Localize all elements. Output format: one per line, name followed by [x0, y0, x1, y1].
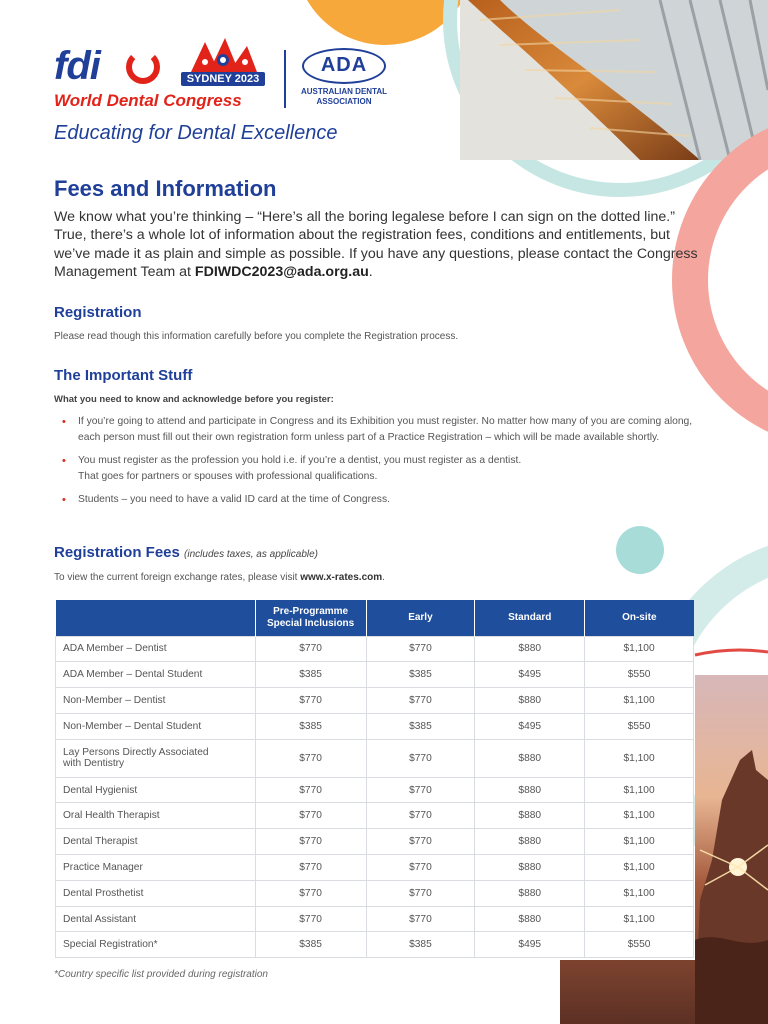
fees-heading-text: Registration Fees	[54, 544, 180, 561]
fee-cell: $880	[475, 688, 585, 714]
important-stuff-heading: The Important Stuff	[54, 367, 193, 384]
fee-cell: $385	[255, 932, 366, 958]
fee-cell: $880	[475, 829, 585, 855]
visit-end: .	[382, 572, 385, 583]
logo-divider	[284, 50, 286, 108]
table-header-row	[56, 600, 694, 636]
fee-cell: $770	[255, 880, 366, 906]
fee-cell: $1,100	[585, 777, 694, 803]
fdi-smile-icon	[126, 50, 160, 84]
row-label: Oral Health Therapist	[56, 803, 256, 829]
fee-cell: $770	[255, 777, 366, 803]
row-label: ADA Member – Dentist	[56, 636, 256, 662]
fee-cell: $495	[475, 713, 585, 739]
row-label: Non-Member – Dentist	[56, 688, 256, 714]
registration-heading: Registration	[54, 304, 142, 321]
important-stuff-lead: What you need to know and acknowledge before you register:	[54, 394, 334, 405]
fee-cell: $1,100	[585, 829, 694, 855]
ada-logo-letters: ADA	[320, 54, 368, 76]
fee-cell: $770	[255, 636, 366, 662]
row-label: Dental Prosthetist	[56, 880, 256, 906]
table-row	[56, 932, 694, 958]
fee-cell: $770	[366, 803, 475, 829]
table-row	[56, 829, 694, 855]
table-row	[56, 777, 694, 803]
fee-cell: $880	[475, 855, 585, 881]
table-row	[56, 803, 694, 829]
column-header-standard: Standard	[475, 600, 585, 636]
table-row	[56, 906, 694, 932]
column-header-on-site: On-site	[585, 600, 694, 636]
fee-cell: $1,100	[585, 688, 694, 714]
fdi-logo-text: fdi	[54, 44, 100, 88]
column-header-early: Early	[366, 600, 475, 636]
fee-cell: $495	[475, 662, 585, 688]
fee-cell: $550	[585, 662, 694, 688]
page-title: Fees and Information	[54, 176, 277, 201]
table-row	[56, 713, 694, 739]
row-label: ADA Member – Dental Student	[56, 662, 256, 688]
column-header-pre-programme-line-2: Special Inclusions	[266, 617, 355, 629]
column-header-pre-programme	[255, 600, 366, 636]
column-header-pre-programme-line-1: Pre-Programme	[273, 605, 349, 617]
row-label: Dental Assistant	[56, 906, 256, 932]
fee-cell: $770	[366, 829, 475, 855]
fee-cell: $770	[255, 855, 366, 881]
fees-table	[55, 600, 694, 958]
fee-cell: $1,100	[585, 855, 694, 881]
registration-text: Please read though this information carefully before you complete the Registration process.	[54, 331, 459, 342]
list-item: • Students – you need to have a valid ID card at the time of Congress.	[62, 492, 712, 508]
fee-cell: $550	[585, 932, 694, 958]
congress-name: World Dental Congress	[54, 91, 242, 110]
footnote: *Country specific list provided during registration	[54, 969, 268, 980]
row-label: Non-Member – Dental Student	[56, 713, 256, 739]
fee-cell: $770	[255, 739, 366, 777]
table-row	[56, 662, 694, 688]
column-header-category	[56, 600, 256, 636]
fee-cell: $1,100	[585, 636, 694, 662]
fee-cell: $880	[475, 739, 585, 777]
intro-paragraph	[54, 208, 704, 281]
fee-cell: $770	[255, 906, 366, 932]
ada-caption-line-2: ASSOCIATION	[316, 97, 372, 106]
fees-note: (includes taxes, as applicable)	[184, 549, 319, 560]
contact-email[interactable]: FDIWDC2023@ada.org.au	[194, 263, 369, 280]
row-label: Special Registration*	[56, 932, 256, 958]
row-label-line-1: Lay Persons Directly Associated	[63, 747, 209, 759]
important-stuff-list	[62, 414, 712, 508]
fee-cell: $770	[366, 777, 475, 803]
fee-cell: $385	[255, 662, 366, 688]
list-item: • If you’re going to attend and participate in Congress and its Exhibition you must register. No matter how many of you are coming along, each person must fill out their own registration form unless part of a Practice Registration – which will be made available shortly.	[62, 414, 712, 446]
fee-cell: $385	[366, 713, 475, 739]
visit-text: To view the current foreign exchange rates, please visit	[54, 572, 301, 583]
intro-end: .	[368, 263, 373, 280]
fee-cell: $385	[366, 932, 475, 958]
list-item-line-1: You must register as the profession you hold i.e. if you’re a dentist, you must register as a dentist.	[78, 455, 522, 466]
fee-cell: $1,100	[585, 880, 694, 906]
fee-cell: $770	[366, 906, 475, 932]
fee-cell: $1,100	[585, 906, 694, 932]
fee-cell: $770	[255, 803, 366, 829]
fee-cell: $1,100	[585, 739, 694, 777]
fee-cell: $770	[366, 855, 475, 881]
table-row	[56, 739, 694, 777]
fee-cell: $385	[255, 713, 366, 739]
fee-cell: $385	[366, 662, 475, 688]
table-row	[56, 855, 694, 881]
list-item-line-2: That goes for partners or spouses with professional qualifications.	[78, 471, 378, 482]
row-label	[56, 739, 256, 777]
fee-cell: $550	[585, 713, 694, 739]
fee-cell: $770	[255, 829, 366, 855]
tagline: Educating for Dental Excellence	[54, 122, 338, 144]
exchange-rate-text	[54, 572, 385, 583]
list-item	[62, 453, 712, 485]
ada-caption	[294, 87, 394, 107]
row-label-line-2: with Dentistry	[63, 758, 125, 770]
x-rates-link[interactable]: www.x-rates.com	[300, 572, 383, 583]
fee-cell: $770	[366, 688, 475, 714]
row-label: Practice Manager	[56, 855, 256, 881]
table-row	[56, 880, 694, 906]
ada-logo	[294, 48, 394, 110]
row-label: Dental Hygienist	[56, 777, 256, 803]
opera-house-icon	[189, 38, 259, 72]
table-row	[56, 688, 694, 714]
table-row	[56, 636, 694, 662]
fee-cell: $495	[475, 932, 585, 958]
fee-cell: $880	[475, 777, 585, 803]
registration-fees-heading	[54, 544, 318, 561]
fee-cell: $770	[366, 880, 475, 906]
fee-cell: $1,100	[585, 803, 694, 829]
fee-cell: $880	[475, 880, 585, 906]
sydney-2023-label: SYDNEY 2023	[181, 72, 265, 86]
fee-cell: $770	[366, 739, 475, 777]
intro-text: We know what you’re thinking – “Here’s all the boring legalese before I can sign on the dotted line.” True, there’s a whole lot of information about the registration fees, conditions and entitlements, but we’ve made it as plain and simple as possible. If you have any questions, please contact the Congress Management Team at	[54, 209, 698, 280]
ada-caption-line-1: AUSTRALIAN DENTAL	[300, 87, 388, 96]
fee-cell: $770	[366, 636, 475, 662]
fee-cell: $880	[475, 803, 585, 829]
fee-cell: $770	[255, 688, 366, 714]
fee-cell: $880	[475, 636, 585, 662]
row-label: Dental Therapist	[56, 829, 256, 855]
fee-cell: $880	[475, 906, 585, 932]
sydney-2023-badge	[181, 38, 265, 86]
